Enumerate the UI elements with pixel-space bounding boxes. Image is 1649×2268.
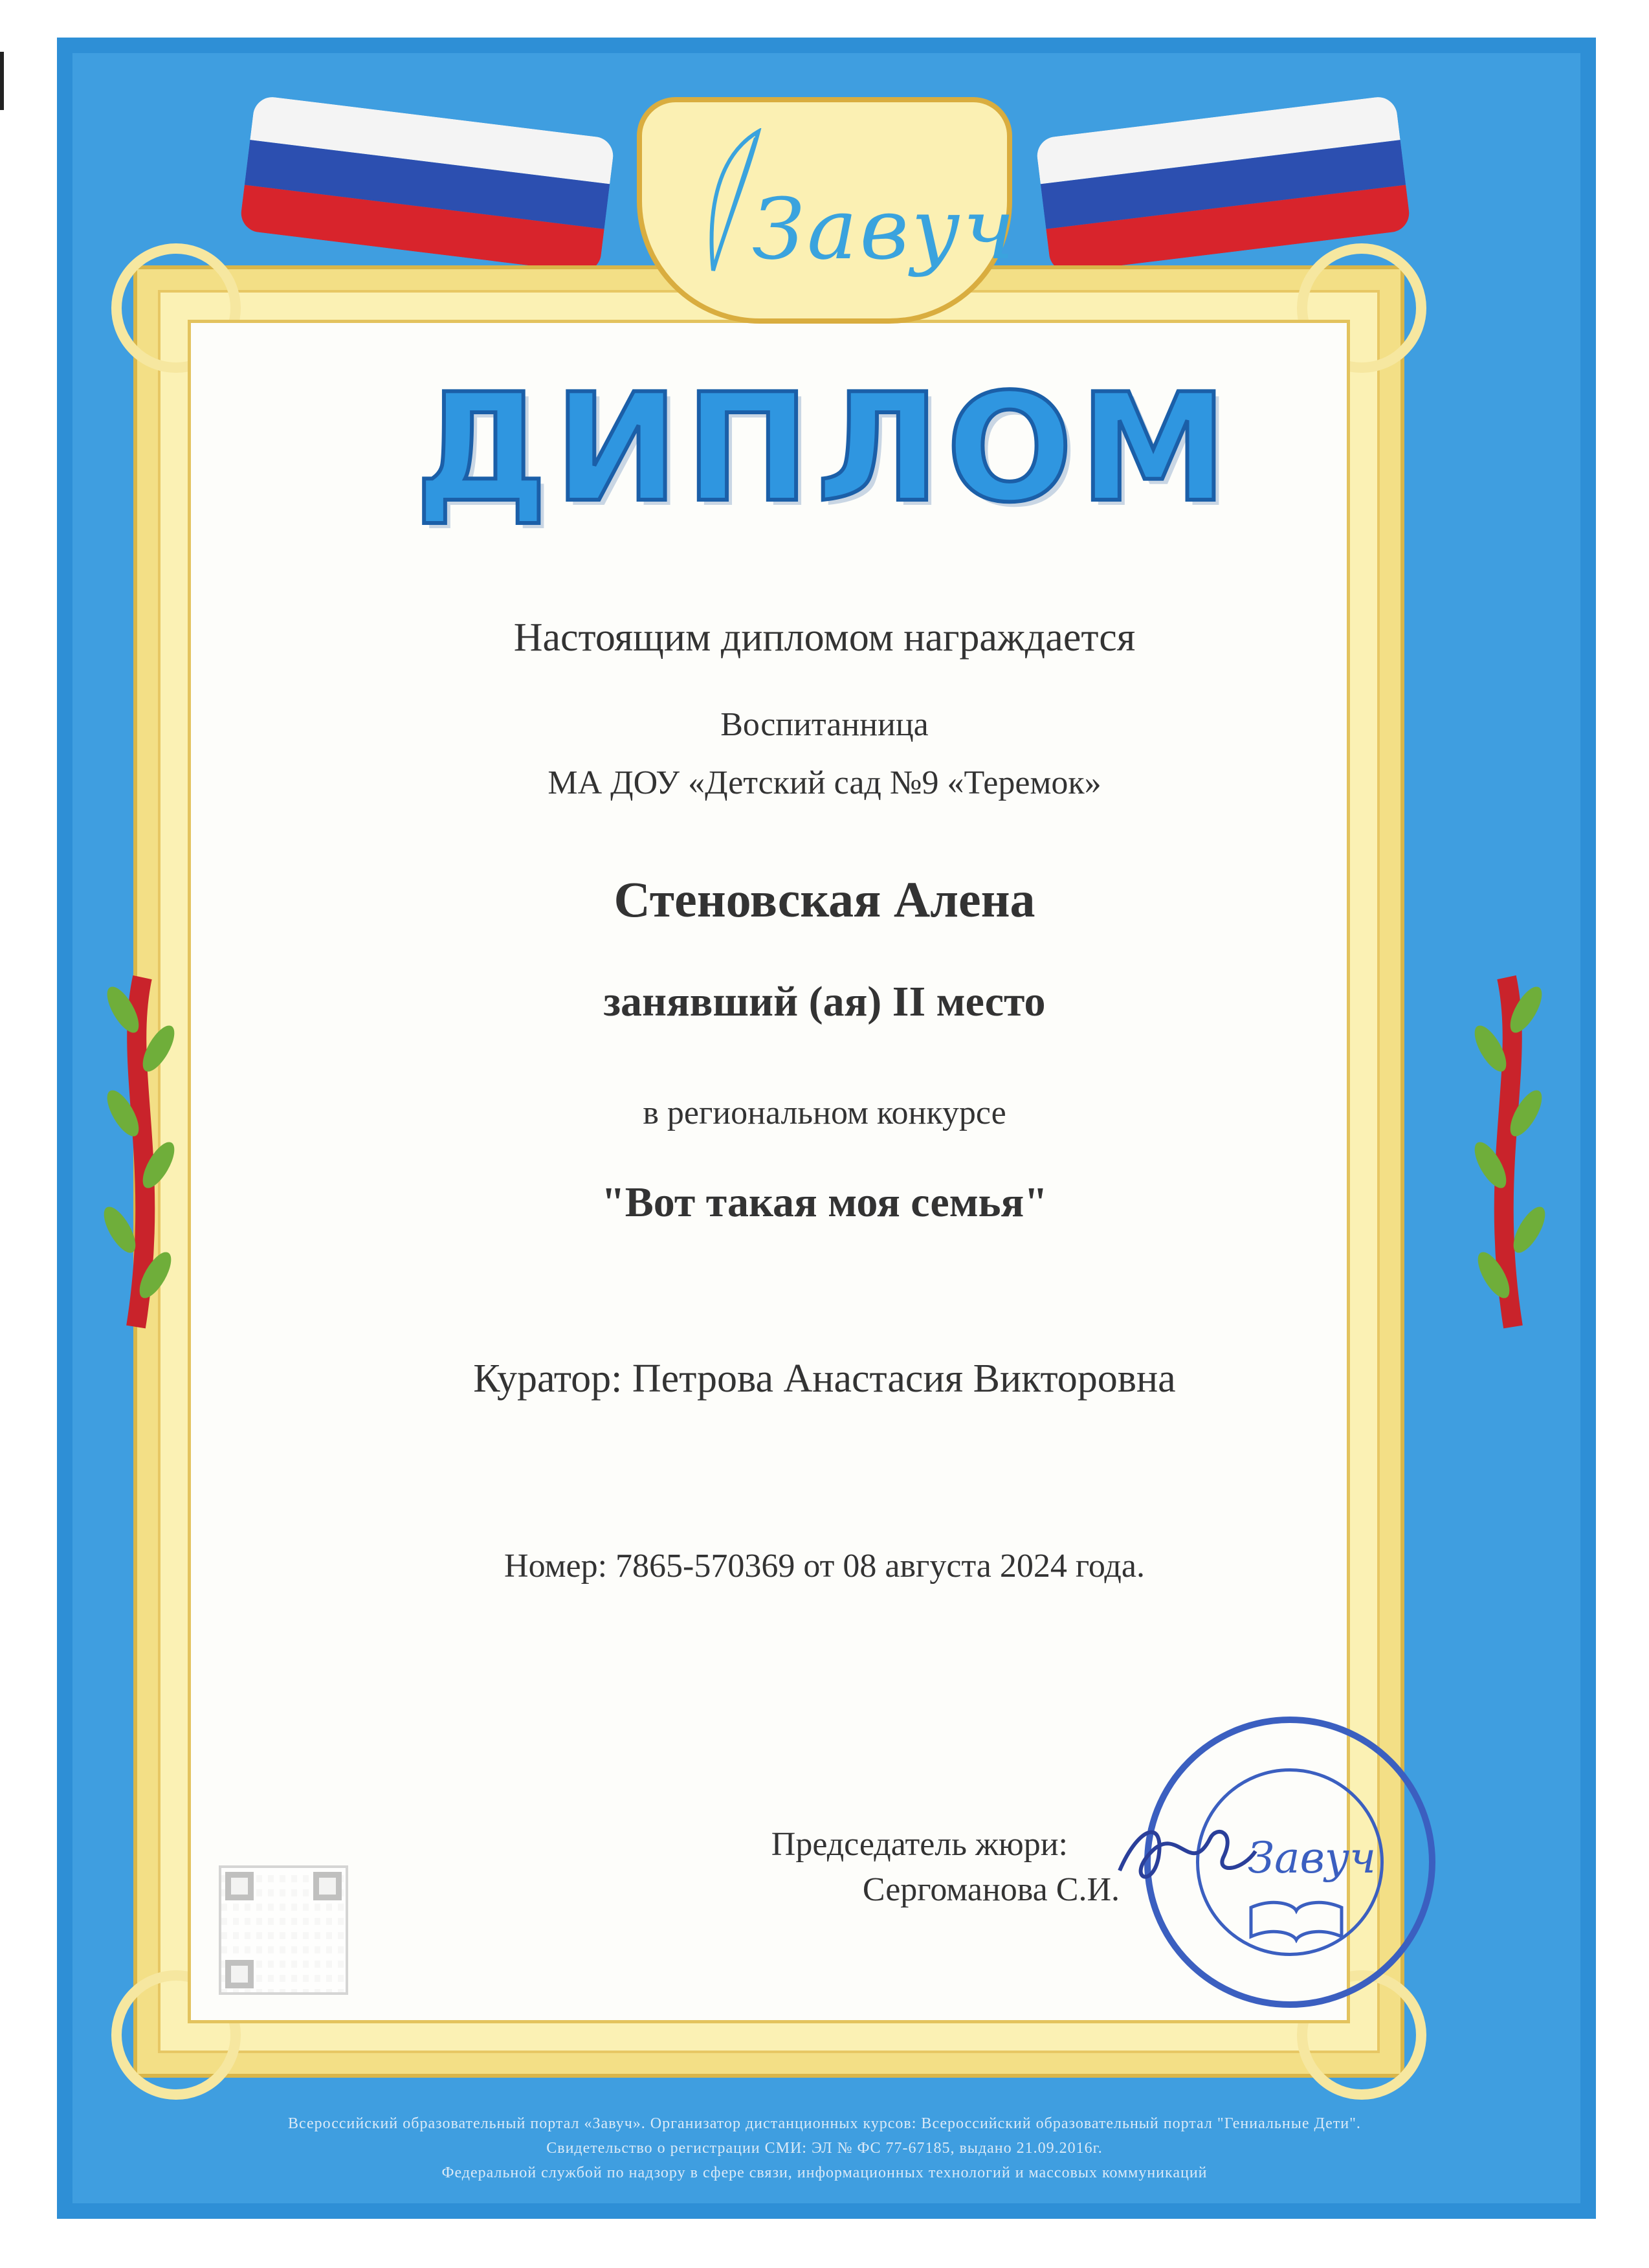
jury-chair-name: Сергоманова С.И. xyxy=(862,1871,1120,1908)
footer-line-3: Федеральной службой по надзору в сфере связи, информационных технологий и массовых коммуникаций xyxy=(441,2164,1208,2181)
book-icon xyxy=(1248,1898,1345,1943)
footer-line-2: Свидетельство о регистрации СМИ: ЭЛ № ФС 77-67185, выдано 21.09.2016г. xyxy=(546,2140,1103,2157)
footer-line-1: Всероссийский образовательный портал «Завуч». Организатор дистанционных курсов: Всероссийский образовательный портал "Гениальные Дети". xyxy=(288,2115,1361,2132)
handwritten-signature-icon xyxy=(1113,1812,1262,1896)
logo-text: Завуч xyxy=(752,180,1018,278)
qr-code xyxy=(219,1865,348,1995)
logo-banner xyxy=(637,97,1018,324)
contest-name: "Вот такая моя семья" xyxy=(601,1179,1048,1226)
curator-line: Куратор: Петрова Анастасия Викторовна xyxy=(473,1357,1176,1401)
awarded-line: Настоящим дипломом награждается xyxy=(513,616,1136,660)
organization-line: МА ДОУ «Детский сад №9 «Теремок» xyxy=(548,764,1101,801)
place-line: занявший (ая) II место xyxy=(603,978,1046,1025)
scan-edge-mark xyxy=(0,52,4,110)
role-line: Воспитанница xyxy=(720,706,929,743)
contest-intro: в региональном конкурсе xyxy=(643,1095,1006,1131)
stamp-logo-text: Завуч xyxy=(1248,1833,1377,1883)
jury-chair-label: Председатель жюри: xyxy=(771,1826,1068,1863)
recipient-name: Стеновская Алена xyxy=(614,871,1035,928)
diploma-title: ДИПЛОМ xyxy=(415,362,1234,535)
certificate-number: Номер: 7865-570369 от 08 августа 2024 года. xyxy=(504,1548,1145,1584)
content-area xyxy=(188,320,1350,2023)
